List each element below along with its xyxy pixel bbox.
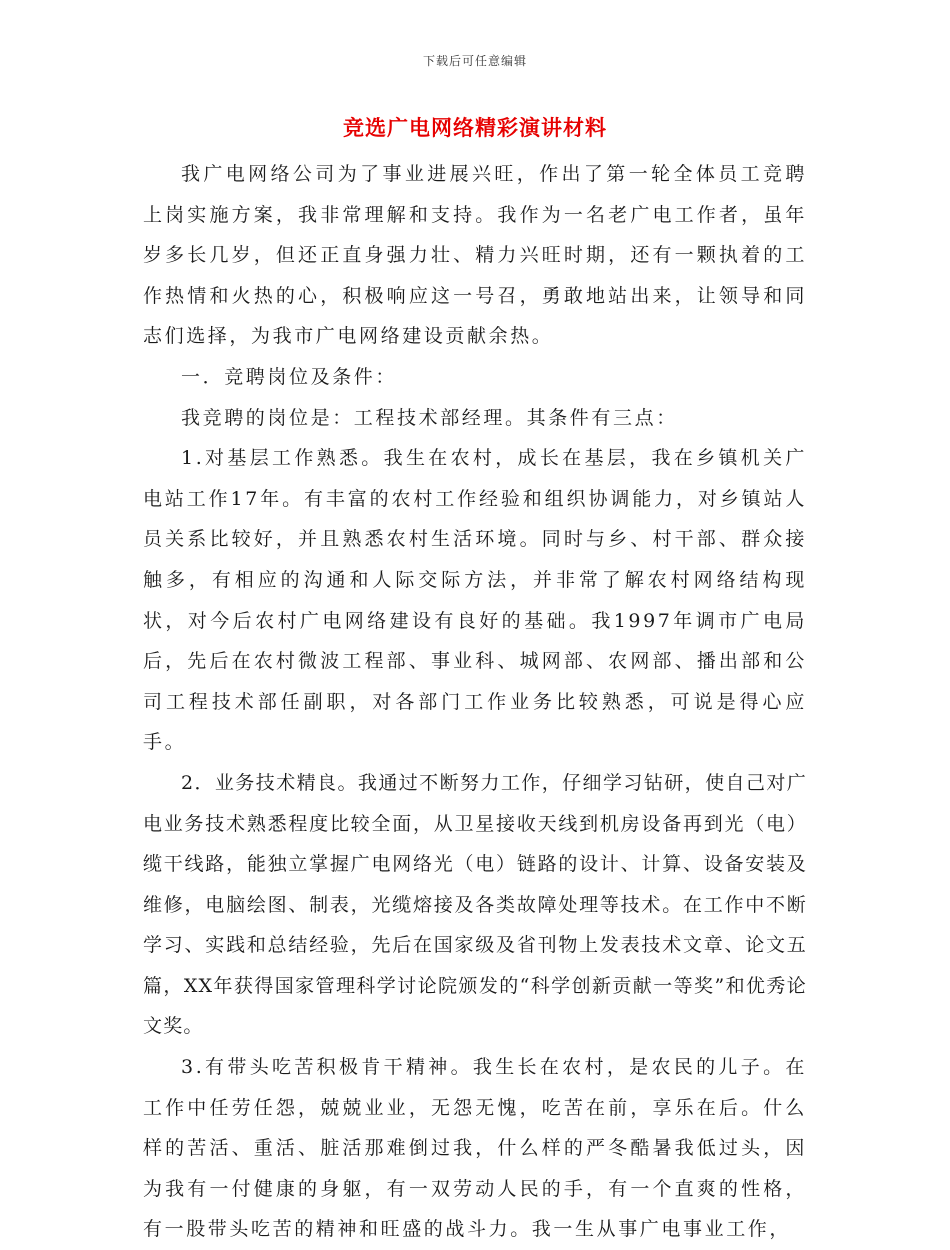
document-body: [143, 154, 807, 1250]
page-header: 下载后可任意编辑: [422, 54, 527, 68]
document-title: 竞选广电网络精彩演讲材料: [343, 115, 607, 140]
paragraph-section-heading: 一．竞聘岗位及条件：: [181, 365, 398, 388]
paragraph-point-2: 2．业务技术精良。我通过不断努力工作，仔细学习钻研，使自己对广电业务技术熟悉程度比较全面，从卫星接收天线到机房设备再到光（电）缆干线路，能独立掌握广电网络光（电）链路的设计、计算、设备安装及维修，电脑绘图、制表，光缆熔接及各类故障处理等技术。在工作中不断学习、实践和总结经验，先后在国家级及省刊物上发表技术文章、论文五篇，XX年获得国家管理科学讨论院颁发的“科学创新贡献一等奖”和优秀论文奖。: [143, 771, 807, 1038]
paragraph-position: 我竞聘的岗位是：工程技术部经理。其条件有三点：: [181, 406, 678, 429]
paragraph-point-3: 3.有带头吃苦积极肯干精神。我生长在农村，是农民的儿子。在工作中任劳任怨，兢兢业业，无怨无愧，吃苦在前，享乐在后。什么样的苦活、重活、脏活那难倒过我，什么样的严冬酷暑我低过头，因为我有一付健康的身躯，有一双劳动人民的手，有一个直爽的性格，有一股带头吃苦的精神和旺盛的战斗力。我一生从事广电事业工作，: [143, 1056, 807, 1241]
paragraph-intro: 我广电网络公司为了事业进展兴旺，作出了第一轮全体员工竞聘上岗实施方案，我非常理解和支持。我作为一名老广电工作者，虽年岁多长几岁，但还正直身强力壮、精力兴旺时期，还有一颗执着的工作热情和火热的心，积极响应这一号召，勇敢地站出来，让领导和同志们选择，为我市广电网络建设贡献余热。: [143, 163, 807, 348]
paragraph-point-1: 1.对基层工作熟悉。我生在农村，成长在基层，我在乡镇机关广电站工作17年。有丰富的农村工作经验和组织协调能力，对乡镇站人员关系比较好，并且熟悉农村生活环境。同时与乡、村干部、群众接触多，有相应的沟通和人际交际方法，并非常了解农村网络结构现状，对今后农村广电网络建设有良好的基础。我1997年调市广电局后，先后在农村微波工程部、事业科、城网部、农网部、播出部和公司工程技术部任副职，对各部门工作业务比较熟悉，可说是得心应手。: [143, 447, 807, 754]
